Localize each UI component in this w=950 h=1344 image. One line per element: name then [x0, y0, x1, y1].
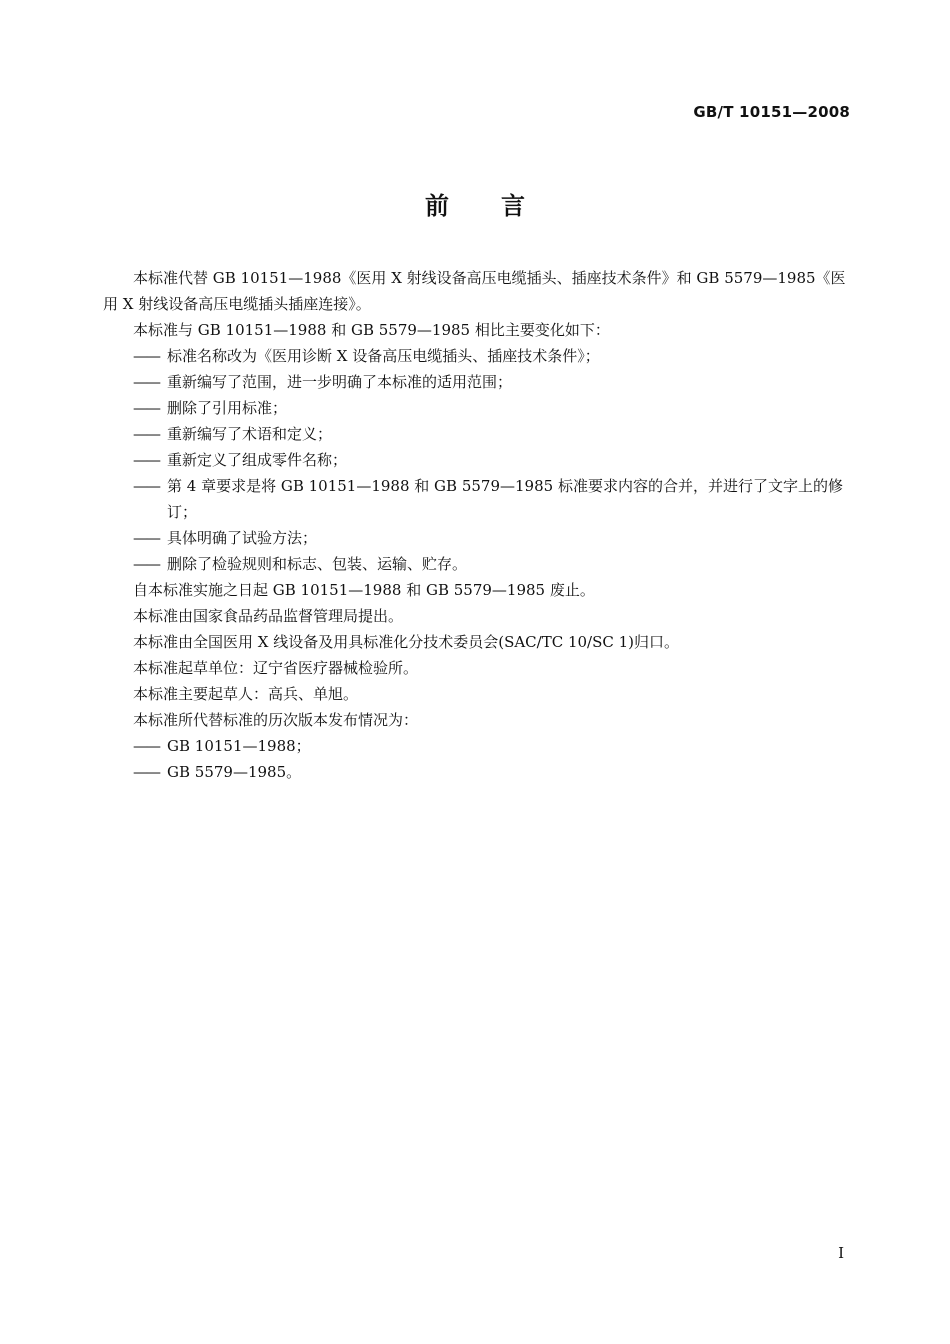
- dash-marker: ——: [133, 737, 159, 755]
- paragraph-proposer: 本标准由国家食品药品监督管理局提出。: [133, 607, 404, 625]
- title-char-2: 言: [501, 192, 525, 220]
- list-item-text: 第 4 章要求是将 GB 10151—1988 和 GB 5579—1985 标准要求内容的合并，并进行了文字上的修订；: [167, 477, 843, 521]
- dash-marker: ——: [133, 451, 159, 469]
- paragraph-drafting-unit: 本标准起草单位：辽宁省医疗器械检验所。: [133, 659, 419, 677]
- dash-marker: ——: [133, 373, 159, 391]
- paragraph-committee: 本标准由全国医用 X 线设备及用具标准化分技术委员会(SAC/TC 10/SC 1)归口。: [133, 633, 680, 651]
- dash-marker: ——: [133, 399, 159, 417]
- list-item: [103, 447, 853, 473]
- paragraph-history-intro: 本标准所代替标准的历次版本发布情况为：: [133, 711, 419, 729]
- page-title: [0, 186, 950, 221]
- list-item-text: 标准名称改为《医用诊断 X 设备高压电缆插头、插座技术条件》；: [167, 347, 600, 365]
- list-item-text: 删除了引用标准；: [167, 399, 288, 417]
- standard-code: GB/T 10151—2008: [693, 103, 850, 121]
- history-item: [103, 759, 853, 785]
- foreword-body: [103, 265, 853, 785]
- list-item: [103, 473, 853, 525]
- history-item-text: GB 10151—1988；: [167, 737, 311, 755]
- paragraph-drafters: 本标准主要起草人：高兵、单旭。: [133, 685, 359, 703]
- list-item: [103, 551, 853, 577]
- dash-marker: ——: [133, 477, 159, 495]
- list-item-text: 删除了检验规则和标志、包装、运输、贮存。: [167, 555, 468, 573]
- list-item-text: 重新编写了术语和定义；: [167, 425, 333, 443]
- list-item: [103, 525, 853, 551]
- paragraph-repeal: 自本标准实施之日起 GB 10151—1988 和 GB 5579—1985 废止。: [133, 581, 595, 599]
- list-item: [103, 369, 853, 395]
- list-item: [103, 395, 853, 421]
- page-number: I: [838, 1244, 844, 1262]
- history-item-text: GB 5579—1985。: [167, 763, 302, 781]
- list-item: [103, 421, 853, 447]
- dash-marker: ——: [133, 763, 159, 781]
- paragraph-replacement: 本标准代替 GB 10151—1988《医用 X 射线设备高压电缆插头、插座技术条件》和 GB 5579—1985《医用 X 射线设备高压电缆插头插座连接》。: [103, 269, 846, 313]
- history-item: [103, 733, 853, 759]
- dash-marker: ——: [133, 425, 159, 443]
- dash-marker: ——: [133, 555, 159, 573]
- list-item-text: 重新编写了范围，进一步明确了本标准的适用范围；: [167, 373, 513, 391]
- title-char-1: 前: [425, 192, 449, 220]
- list-item: [103, 343, 853, 369]
- dash-marker: ——: [133, 347, 159, 365]
- list-item-text: 重新定义了组成零件名称；: [167, 451, 348, 469]
- list-item-text: 具体明确了试验方法；: [167, 529, 318, 547]
- paragraph-changes-intro: 本标准与 GB 10151—1988 和 GB 5579—1985 相比主要变化如下：: [133, 321, 610, 339]
- dash-marker: ——: [133, 529, 159, 547]
